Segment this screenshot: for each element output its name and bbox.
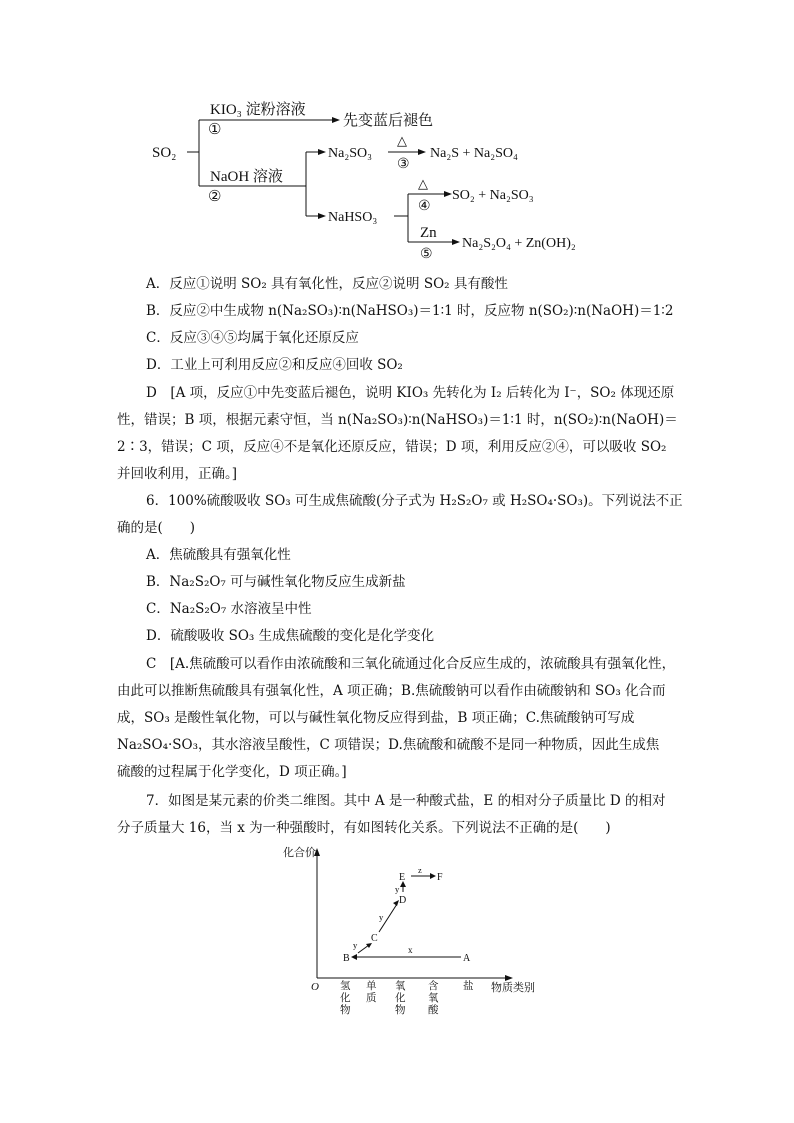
circ-2: ② bbox=[208, 189, 222, 205]
point-a: A bbox=[463, 953, 471, 964]
q6-answer-line-2: 由此可以推断焦硫酸具有强氧化性，A 项正确；B.焦硫酸钠可以看作由硫酸钠和 SO₃ 化合而 bbox=[117, 683, 666, 699]
category-oxide: 氧 化 物 bbox=[395, 981, 406, 1015]
circ-3: ③ bbox=[397, 157, 410, 172]
circ-1: ① bbox=[208, 122, 222, 138]
category-hydride: 氢 化 物 bbox=[340, 981, 351, 1015]
q6-option-a: A．焦硫酸具有强氧化性 bbox=[146, 547, 291, 563]
q5-option-a: A．反应①说明 SO₂ 具有氧化性，反应②说明 SO₂ 具有酸性 bbox=[146, 276, 508, 292]
q7-stem-line-1: 7．如图是某元素的价类二维图。其中 A 是一种酸式盐，E 的相对分子质量比 D 的相对 bbox=[146, 793, 666, 809]
kio3-reagent: KIO₃ 淀粉溶液 bbox=[210, 102, 306, 118]
product-4: SO₂ + Na₂SO₃ bbox=[452, 188, 534, 203]
valence-category-diagram bbox=[265, 840, 555, 1015]
q5-answer-line-2: 性，错误；B 项，根据元素守恒，当 n(Na₂SO₃)∶n(NaHSO₃)＝1∶1 时，n(SO₂)∶n(NaOH)＝ bbox=[117, 412, 678, 428]
point-b: B bbox=[343, 953, 350, 964]
circ-4: ④ bbox=[418, 199, 431, 214]
point-d: D bbox=[399, 895, 407, 906]
q5-answer-line-1: D [A 项，反应①中先变蓝后褪色，说明 KIO₃ 先转化为 I₂ 后转化为 I⁻，SO₂ 体现还原 bbox=[146, 385, 675, 401]
q6-stem-line-1: 6．100%硫酸吸收 SO₃ 可生成焦硫酸(分子式为 H₂S₂O₇ 或 H₂SO₄·SO₃)。下列说法不正 bbox=[146, 493, 683, 509]
q7-stem-line-2: 分子质量大 16，当 x 为一种强酸时，有如图转化关系。下列说法不正确的是( ) bbox=[117, 820, 611, 836]
q6-option-d: D．硫酸吸收 SO₃ 生成焦硫酸的变化是化学变化 bbox=[146, 628, 435, 644]
product-5: Na₂S₂O₄ + Zn(OH)₂ bbox=[462, 236, 576, 251]
point-c: C bbox=[371, 933, 378, 944]
q5-option-b: B．反应②中生成物 n(Na₂SO₃)∶n(NaHSO₃)＝1∶1 时，反应物 n(SO₂)∶n(NaOH)＝1∶2 bbox=[146, 303, 674, 319]
so2-label: SO₂ bbox=[152, 145, 177, 161]
na2so3-label: Na₂SO₃ bbox=[328, 146, 372, 161]
point-e: E bbox=[399, 872, 406, 883]
q6-option-b: B．Na₂S₂O₇ 可与碱性氧化物反应生成新盐 bbox=[146, 574, 406, 590]
naoh-reagent: NaOH 溶液 bbox=[210, 169, 283, 185]
arrow-label-z: z bbox=[418, 865, 422, 875]
arrow-label-x: x bbox=[408, 945, 413, 955]
circ-5: ⑤ bbox=[420, 247, 433, 262]
q5-option-d: D．工业上可利用反应②和反应④回收 SO₂ bbox=[146, 357, 403, 373]
point-f: F bbox=[437, 872, 443, 883]
category-oxyacid: 含 氧 酸 bbox=[428, 981, 439, 1015]
q5-answer-line-4: 并回收利用，正确。] bbox=[117, 466, 238, 482]
q5-answer-line-3: 2∶3，错误；C 项，反应④不是氧化还原反应，错误；D 项，利用反应②④，可以吸收 SO₂ bbox=[117, 439, 667, 455]
arrow-b-to-c bbox=[358, 945, 369, 953]
heat-symbol-4: △ bbox=[418, 176, 428, 191]
q6-option-c: C．Na₂S₂O₇ 水溶液呈中性 bbox=[146, 601, 312, 617]
arrow-label-y3: y bbox=[395, 884, 400, 894]
product-3: Na₂S + Na₂SO₄ bbox=[430, 146, 518, 161]
category-salt: 盐 bbox=[463, 981, 474, 992]
arrow-label-y1: y bbox=[353, 940, 358, 950]
q6-stem-line-2: 确的是( ) bbox=[117, 520, 196, 536]
category-element: 单 质 bbox=[366, 981, 377, 1004]
heat-symbol-3: △ bbox=[397, 133, 407, 148]
q5-option-c: C．反应③④⑤均属于氧化还原反应 bbox=[146, 330, 359, 346]
nahso3-label: NaHSO₃ bbox=[328, 210, 378, 225]
zn-reagent: Zn bbox=[420, 225, 437, 241]
y-axis-label: 化合价 bbox=[283, 847, 316, 859]
q6-answer-line-4: Na₂SO₄·SO₃，其水溶液呈酸性，C 项错误；D.焦硫酸和硫酸不是同一种物质，因此生成焦 bbox=[117, 737, 660, 753]
q6-answer-line-1: C [A.焦硫酸可以看作由浓硫酸和三氧化硫通过化合反应生成的，浓硫酸具有强氧化性， bbox=[146, 656, 676, 672]
x-axis-label: 物质类别 bbox=[491, 982, 535, 994]
q6-answer-line-3: 成，SO₃ 是酸性氧化物，可以与碱性氧化物反应得到盐，B 项正确；C.焦硫酸钠可写成 bbox=[117, 710, 635, 726]
blue-result: 先变蓝后褪色 bbox=[343, 113, 434, 129]
q6-answer-line-5: 硫酸的过程属于化学变化，D 项正确。] bbox=[117, 764, 347, 780]
origin-label: O bbox=[311, 981, 319, 993]
reaction-scheme bbox=[140, 92, 620, 264]
arrow-label-y2: y bbox=[379, 912, 384, 922]
